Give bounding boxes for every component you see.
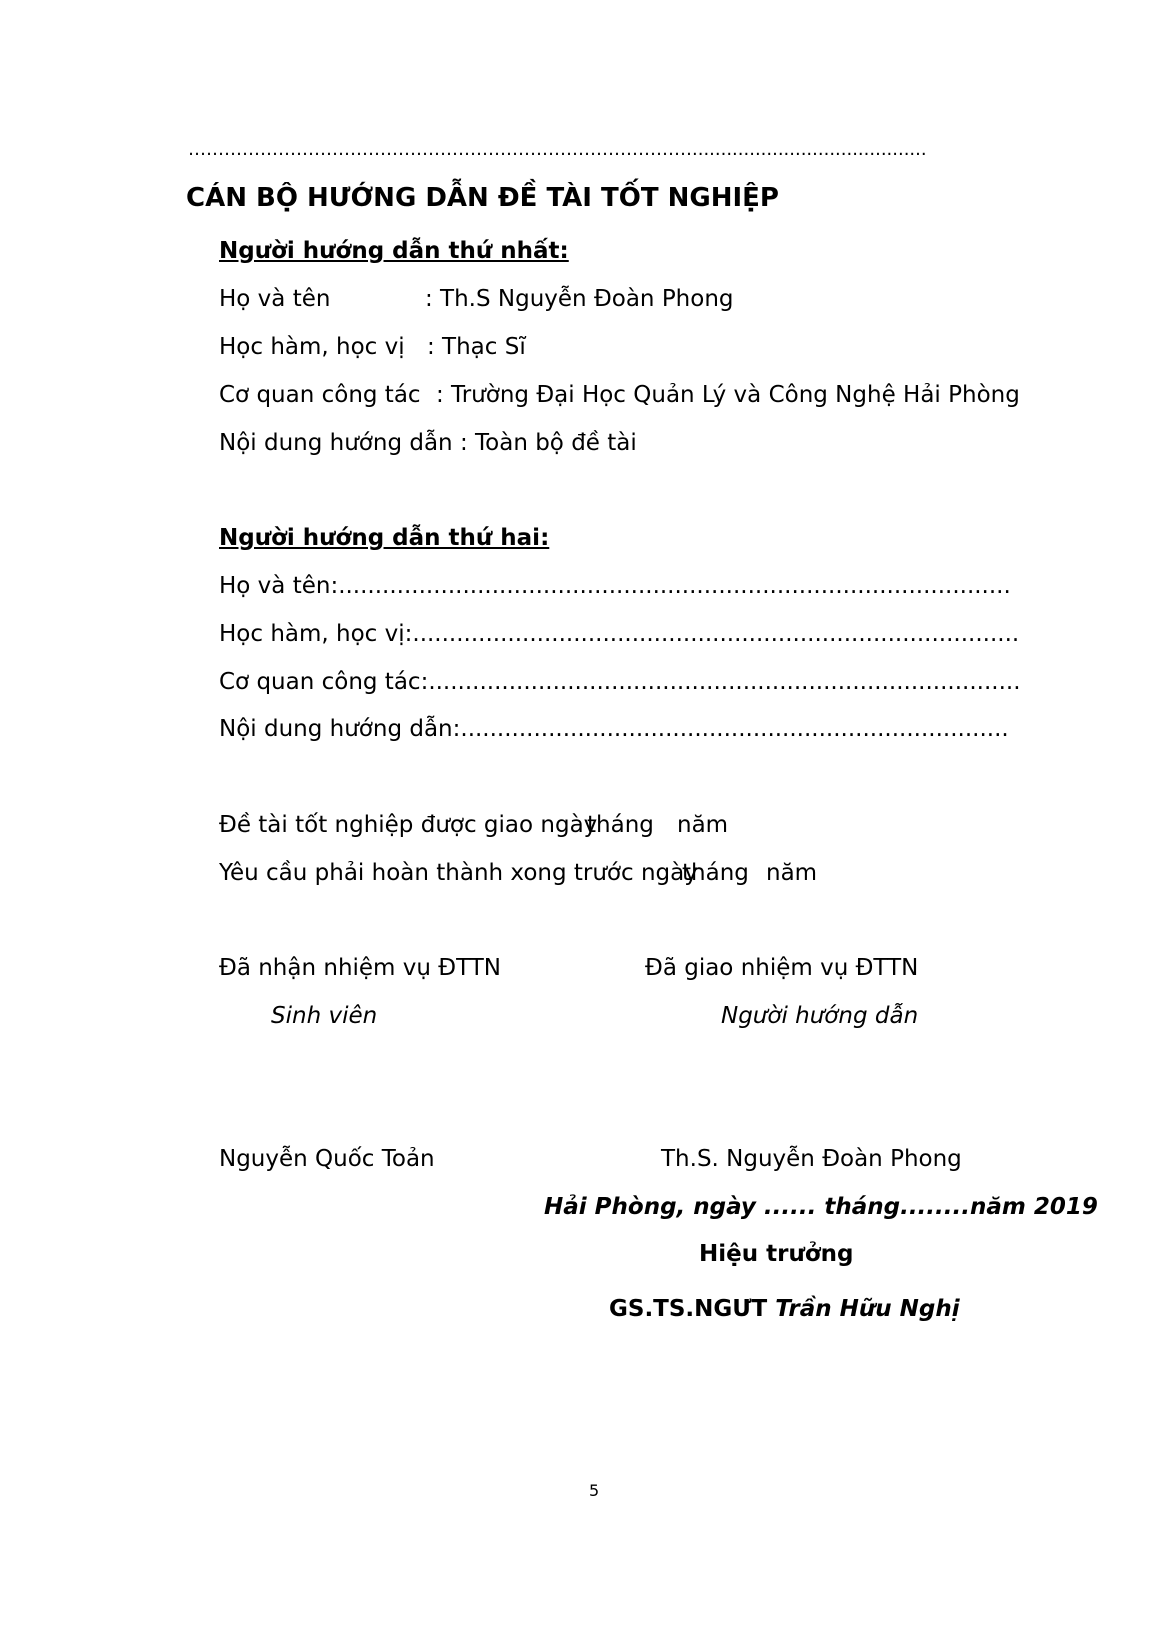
first-advisor-name-label: Họ và tên bbox=[219, 286, 331, 312]
advisor-caption: Đã giao nhiệm vụ ĐTTN bbox=[645, 955, 919, 981]
first-advisor-degree-value: : Thạc Sĩ bbox=[427, 334, 526, 360]
first-advisor-content-value: : Toàn bộ đề tài bbox=[459, 430, 637, 456]
top-dotted-line: …………………………………………………………………………......................................... bbox=[188, 139, 927, 160]
second-advisor-degree-line: Học hàm, học vị:................................................................................... bbox=[219, 621, 1020, 647]
deadline-month-label: tháng bbox=[682, 860, 749, 886]
first-advisor-name-value: : Th.S Nguyễn Đoàn Phong bbox=[425, 286, 734, 312]
principal-signature bbox=[609, 1294, 960, 1324]
first-advisor-content-label-text: Nội dung hướng dẫn bbox=[219, 430, 453, 456]
first-advisor-degree-label: Học hàm, học vị bbox=[219, 334, 405, 360]
section-title: CÁN BỘ HƯỚNG DẪN ĐỀ TÀI TỐT NGHIỆP bbox=[186, 183, 779, 213]
student-role: Sinh viên bbox=[271, 1003, 378, 1029]
deadline-year-label: năm bbox=[766, 860, 818, 886]
student-name: Nguyễn Quốc Toản bbox=[219, 1146, 435, 1172]
assigned-date-label: Đề tài tốt nghiệp được giao ngày bbox=[219, 812, 598, 838]
place-date-line: Hải Phòng, ngày ...... tháng........năm 2019 bbox=[544, 1194, 1098, 1220]
second-advisor-heading: Người hướng dẫn thứ hai: bbox=[219, 525, 550, 551]
student-caption: Đã nhận nhiệm vụ ĐTTN bbox=[219, 955, 501, 981]
assigned-year-label: năm bbox=[677, 812, 729, 838]
first-advisor-org-value: : Trường Đại Học Quản Lý và Công Nghệ Hải Phòng bbox=[436, 382, 1020, 408]
advisor-name: Th.S. Nguyễn Đoàn Phong bbox=[661, 1146, 962, 1172]
page-number: 5 bbox=[589, 1481, 600, 1500]
principal-prefix: GS.TS.NGƯT bbox=[609, 1296, 768, 1322]
deadline-date-label: Yêu cầu phải hoàn thành xong trước ngày bbox=[219, 860, 698, 886]
assigned-month-label: tháng bbox=[587, 812, 654, 838]
first-advisor-heading: Người hướng dẫn thứ nhất: bbox=[219, 238, 569, 264]
first-advisor-content-label bbox=[219, 428, 637, 458]
principal-title: Hiệu trưởng bbox=[699, 1241, 854, 1267]
second-advisor-name-line: Họ và tên:............................................................................................ bbox=[219, 573, 1011, 599]
principal-name: Trần Hữu Nghị bbox=[775, 1296, 960, 1322]
second-advisor-content-line: Nội dung hướng dẫn:........................................................................... bbox=[219, 716, 1009, 742]
first-advisor-org-label: Cơ quan công tác bbox=[219, 382, 421, 408]
advisor-role: Người hướng dẫn bbox=[721, 1003, 919, 1029]
second-advisor-org-line: Cơ quan công tác:................................................................................. bbox=[219, 669, 1021, 695]
